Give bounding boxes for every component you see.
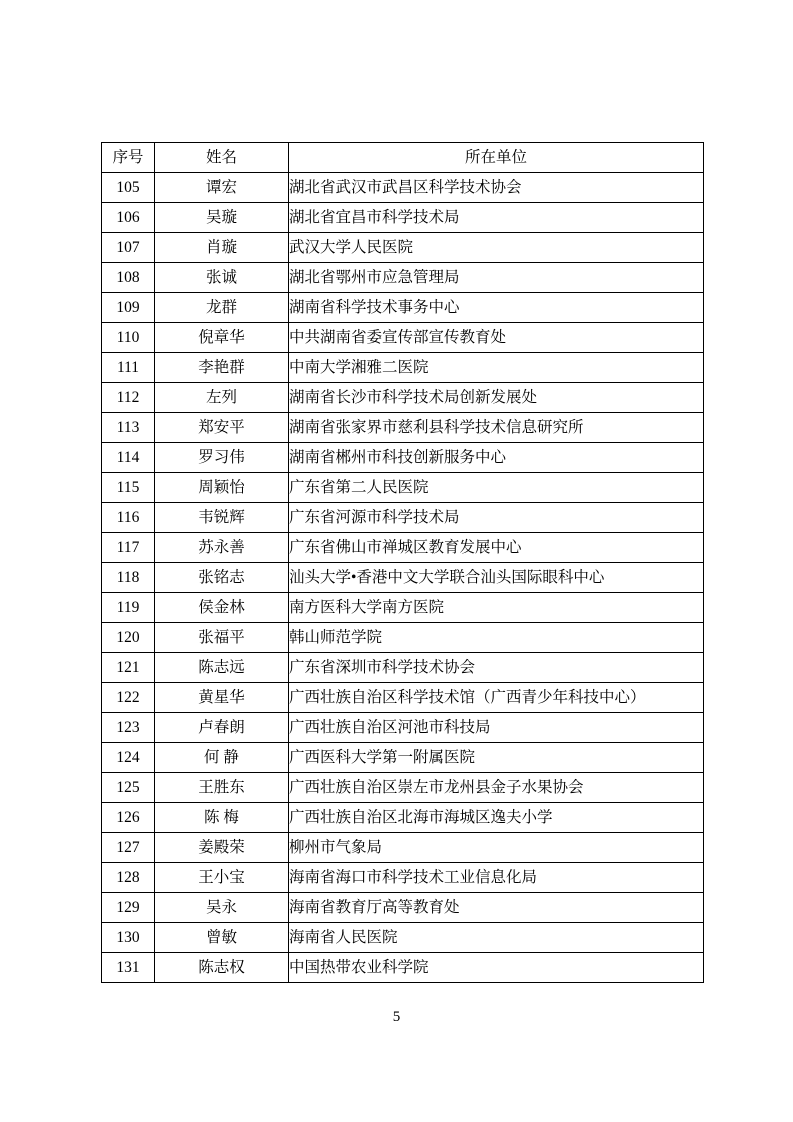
table-row bbox=[102, 863, 704, 893]
table-row bbox=[102, 953, 704, 983]
cell-number: 119 bbox=[102, 593, 155, 623]
table-row bbox=[102, 503, 704, 533]
cell-name: 张铭志 bbox=[155, 563, 289, 593]
cell-number: 131 bbox=[102, 953, 155, 983]
table-row bbox=[102, 293, 704, 323]
header-cell-organization: 所在单位 bbox=[289, 143, 704, 173]
cell-number: 117 bbox=[102, 533, 155, 563]
cell-organization: 海南省教育厅高等教育处 bbox=[289, 893, 704, 923]
cell-organization: 广东省深圳市科学技术协会 bbox=[289, 653, 704, 683]
cell-name: 陈志权 bbox=[155, 953, 289, 983]
cell-name: 卢春朗 bbox=[155, 713, 289, 743]
cell-name: 郑安平 bbox=[155, 413, 289, 443]
cell-number: 128 bbox=[102, 863, 155, 893]
table-row bbox=[102, 773, 704, 803]
cell-organization: 湖北省宜昌市科学技术局 bbox=[289, 203, 704, 233]
cell-organization: 柳州市气象局 bbox=[289, 833, 704, 863]
table-row bbox=[102, 653, 704, 683]
cell-organization: 汕头大学•香港中文大学联合汕头国际眼科中心 bbox=[289, 563, 704, 593]
cell-number: 114 bbox=[102, 443, 155, 473]
cell-organization: 广西壮族自治区北海市海城区逸夫小学 bbox=[289, 803, 704, 833]
cell-name: 王胜东 bbox=[155, 773, 289, 803]
cell-organization: 广西医科大学第一附属医院 bbox=[289, 743, 704, 773]
cell-number: 125 bbox=[102, 773, 155, 803]
cell-organization: 广西壮族自治区河池市科技局 bbox=[289, 713, 704, 743]
cell-number: 129 bbox=[102, 893, 155, 923]
table-row bbox=[102, 233, 704, 263]
cell-name: 陈志远 bbox=[155, 653, 289, 683]
cell-number: 127 bbox=[102, 833, 155, 863]
cell-organization: 湖北省鄂州市应急管理局 bbox=[289, 263, 704, 293]
table-row bbox=[102, 203, 704, 233]
cell-name: 王小宝 bbox=[155, 863, 289, 893]
cell-number: 116 bbox=[102, 503, 155, 533]
cell-number: 122 bbox=[102, 683, 155, 713]
table-row bbox=[102, 383, 704, 413]
header-row bbox=[102, 143, 704, 173]
table-row bbox=[102, 533, 704, 563]
table-row bbox=[102, 743, 704, 773]
cell-name: 黄星华 bbox=[155, 683, 289, 713]
table-row bbox=[102, 923, 704, 953]
cell-organization: 广西壮族自治区科学技术馆（广西青少年科技中心） bbox=[289, 683, 704, 713]
cell-organization: 中南大学湘雅二医院 bbox=[289, 353, 704, 383]
cell-name: 姜殿荣 bbox=[155, 833, 289, 863]
table-row bbox=[102, 563, 704, 593]
table-row bbox=[102, 893, 704, 923]
table-row bbox=[102, 683, 704, 713]
cell-name: 吴永 bbox=[155, 893, 289, 923]
table-row bbox=[102, 473, 704, 503]
cell-name: 谭宏 bbox=[155, 173, 289, 203]
cell-number: 115 bbox=[102, 473, 155, 503]
cell-organization: 韩山师范学院 bbox=[289, 623, 704, 653]
table-row bbox=[102, 443, 704, 473]
table-row bbox=[102, 413, 704, 443]
cell-number: 110 bbox=[102, 323, 155, 353]
cell-name: 吴璇 bbox=[155, 203, 289, 233]
cell-number: 113 bbox=[102, 413, 155, 443]
table-row bbox=[102, 833, 704, 863]
cell-name: 陈 梅 bbox=[155, 803, 289, 833]
cell-name: 左列 bbox=[155, 383, 289, 413]
cell-number: 124 bbox=[102, 743, 155, 773]
cell-name: 张福平 bbox=[155, 623, 289, 653]
cell-organization: 广东省河源市科学技术局 bbox=[289, 503, 704, 533]
cell-organization: 海南省人民医院 bbox=[289, 923, 704, 953]
cell-organization: 湖北省武汉市武昌区科学技术协会 bbox=[289, 173, 704, 203]
cell-organization: 南方医科大学南方医院 bbox=[289, 593, 704, 623]
cell-organization: 中共湖南省委宣传部宣传教育处 bbox=[289, 323, 704, 353]
table-body bbox=[102, 173, 704, 983]
cell-number: 120 bbox=[102, 623, 155, 653]
cell-name: 周颖怡 bbox=[155, 473, 289, 503]
cell-number: 106 bbox=[102, 203, 155, 233]
table-row bbox=[102, 803, 704, 833]
cell-organization: 湖南省张家界市慈利县科学技术信息研究所 bbox=[289, 413, 704, 443]
table-row bbox=[102, 323, 704, 353]
cell-number: 126 bbox=[102, 803, 155, 833]
table-row bbox=[102, 353, 704, 383]
cell-number: 111 bbox=[102, 353, 155, 383]
table-row bbox=[102, 263, 704, 293]
table-row bbox=[102, 593, 704, 623]
cell-organization: 武汉大学人民医院 bbox=[289, 233, 704, 263]
cell-number: 109 bbox=[102, 293, 155, 323]
cell-name: 肖璇 bbox=[155, 233, 289, 263]
cell-number: 108 bbox=[102, 263, 155, 293]
cell-number: 118 bbox=[102, 563, 155, 593]
cell-name: 侯金林 bbox=[155, 593, 289, 623]
header-cell-name: 姓名 bbox=[155, 143, 289, 173]
cell-number: 121 bbox=[102, 653, 155, 683]
cell-name: 张诚 bbox=[155, 263, 289, 293]
header-cell-number: 序号 bbox=[102, 143, 155, 173]
cell-organization: 海南省海口市科学技术工业信息化局 bbox=[289, 863, 704, 893]
cell-organization: 广西壮族自治区崇左市龙州县金子水果协会 bbox=[289, 773, 704, 803]
cell-number: 105 bbox=[102, 173, 155, 203]
table-row bbox=[102, 623, 704, 653]
cell-name: 苏永善 bbox=[155, 533, 289, 563]
cell-name: 李艳群 bbox=[155, 353, 289, 383]
cell-organization: 湖南省科学技术事务中心 bbox=[289, 293, 704, 323]
cell-organization: 湖南省长沙市科学技术局创新发展处 bbox=[289, 383, 704, 413]
cell-name: 何 静 bbox=[155, 743, 289, 773]
table-row bbox=[102, 173, 704, 203]
cell-organization: 湖南省郴州市科技创新服务中心 bbox=[289, 443, 704, 473]
cell-number: 112 bbox=[102, 383, 155, 413]
table-row bbox=[102, 713, 704, 743]
cell-name: 韦锐辉 bbox=[155, 503, 289, 533]
cell-name: 龙群 bbox=[155, 293, 289, 323]
page-number: 5 bbox=[392, 1009, 401, 1025]
cell-organization: 广东省第二人民医院 bbox=[289, 473, 704, 503]
cell-organization: 广东省佛山市禅城区教育发展中心 bbox=[289, 533, 704, 563]
cell-organization: 中国热带农业科学院 bbox=[289, 953, 704, 983]
cell-number: 123 bbox=[102, 713, 155, 743]
cell-name: 曾敏 bbox=[155, 923, 289, 953]
cell-name: 罗习伟 bbox=[155, 443, 289, 473]
cell-name: 倪章华 bbox=[155, 323, 289, 353]
cell-number: 107 bbox=[102, 233, 155, 263]
participants-table bbox=[101, 142, 704, 983]
table-header bbox=[102, 143, 704, 173]
cell-number: 130 bbox=[102, 923, 155, 953]
